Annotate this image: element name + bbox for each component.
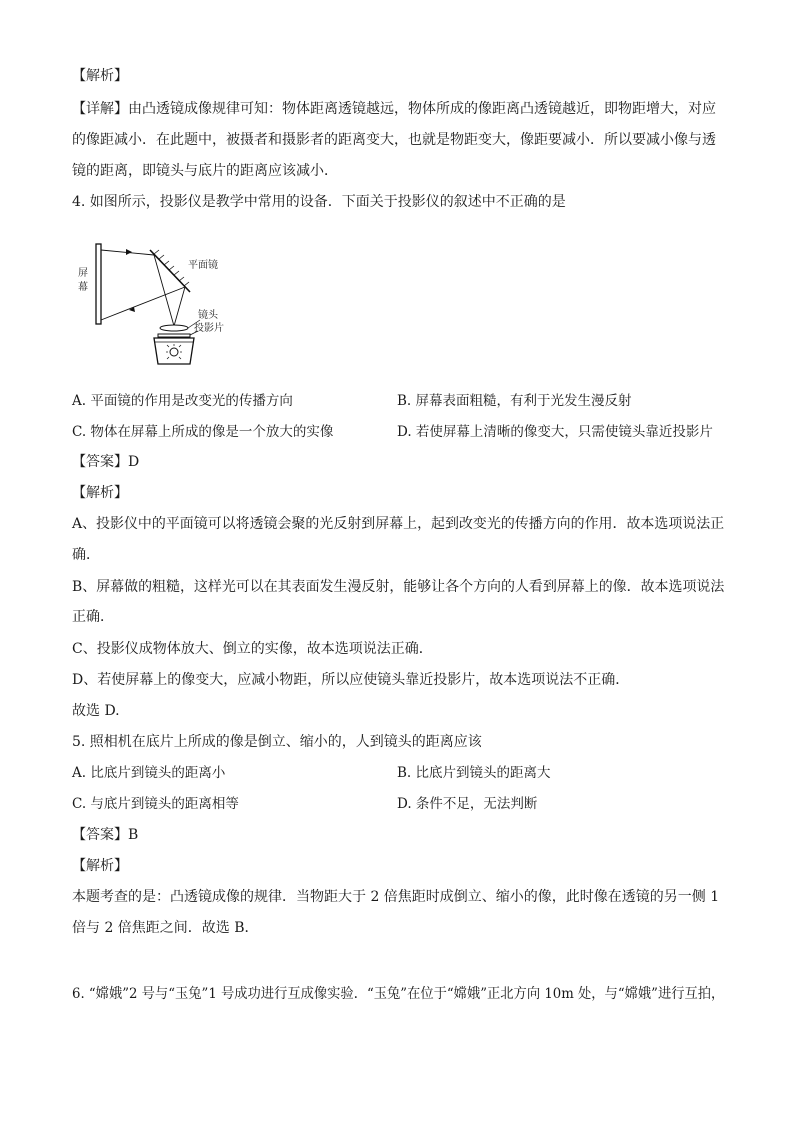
q5-analysis-line-2: 倍与 2 倍焦距之间．故选 B． [72,920,259,936]
q6-stem: 6. “嫦娥”2 号与“玉兔”1 号成功进行互成像实验．“玉兔”在位于“嫦娥”正北方向 10m 处，与“嫦娥”进行互拍， [72,986,725,1002]
screen-shape [96,244,101,324]
q5-option-d: D. 条件不足，无法判断 [397,796,538,812]
q5-jiexi-heading: 【解析】 [72,858,128,874]
xiangjie-line-2: 的像距减小．在此题中，被摄者和摄影者的距离变大，也就是物距变大，像距要减小．所以要减小像与透 [72,132,716,148]
slide-label: 投影片 [194,323,224,334]
lens-label: 镜头 [198,310,218,321]
screen-label-1: 屏 [78,268,88,279]
q5-analysis-line-1: 本题考查的是：凸透镜成像的规律．当物距大于 2 倍焦距时成倒立、缩小的像，此时像在透镜的另一侧 1 [72,889,720,905]
q4-analysis-a-line-1: A、投影仪中的平面镜可以将透镜会聚的光反射到屏幕上，起到改变光的传播方向的作用．故本选项说法正 [72,516,725,532]
projector-diagram-svg [72,238,242,366]
q5-option-a: A. 比底片到镜头的距离小 [72,765,226,781]
projector-diagram [72,238,242,366]
lamp-bulb [170,348,178,356]
q5-option-c: C. 与底片到镜头的距离相等 [72,796,239,812]
ray-arrow-1 [126,249,132,255]
q4-option-b: B. 屏幕表面粗糙，有利于光发生漫反射 [397,393,632,409]
q4-option-a: A. 平面镜的作用是改变光的传播方向 [72,393,293,409]
mirror-label: 平面镜 [188,260,218,271]
q4-option-d: D. 若使屏幕上清晰的像变大，只需使镜头靠近投影片 [397,424,713,440]
xiangjie-line-3: 镜的距离，即镜头与底片的距离应该减小． [72,163,338,179]
q4-stem: 4. 如图所示，投影仪是教学中常用的设备．下面关于投影仪的叙述中不正确的是 [72,194,566,210]
slide-shape [158,334,190,337]
q4-analysis-b-line-2: 正确． [72,609,114,625]
q4-analysis-d: D、若使屏幕上的像变大，应减小物距，所以应使镜头靠近投影片，故本选项说法不正确． [72,672,630,688]
q4-answer: 【答案】D [72,454,140,470]
q4-analysis-a-line-2: 确． [72,547,100,563]
q5-stem: 5. 照相机在底片上所成的像是倒立、缩小的，人到镜头的距离应该 [72,734,482,750]
lens-shape [160,325,188,331]
q4-jiexi-heading: 【解析】 [72,485,128,501]
q4-option-c: C. 物体在屏幕上所成的像是一个放大的实像 [72,424,334,440]
screen-label-2: 幕 [78,282,88,293]
xiangjie-line-1: 【详解】由凸透镜成像规律可知：物体距离透镜越远，物体所成的像距离凸透镜越近，即物距增大，对应 [72,101,716,117]
q4-conclusion: 故选 D. [72,703,120,719]
light-rays [101,250,185,326]
q5-option-b: B. 比底片到镜头的距离大 [397,765,551,781]
jiexi-heading: 【解析】 [72,68,128,84]
mirror-hatching [154,250,189,286]
q4-analysis-b-line-1: B、屏幕做的粗糙，这样光可以在其表面发生漫反射，能够让各个方向的人看到屏幕上的像．故本选项说法 [72,579,725,595]
q5-answer: 【答案】B [72,827,139,843]
q4-analysis-c: C、投影仪成物体放大、倒立的实像，故本选项说法正确． [72,641,433,657]
